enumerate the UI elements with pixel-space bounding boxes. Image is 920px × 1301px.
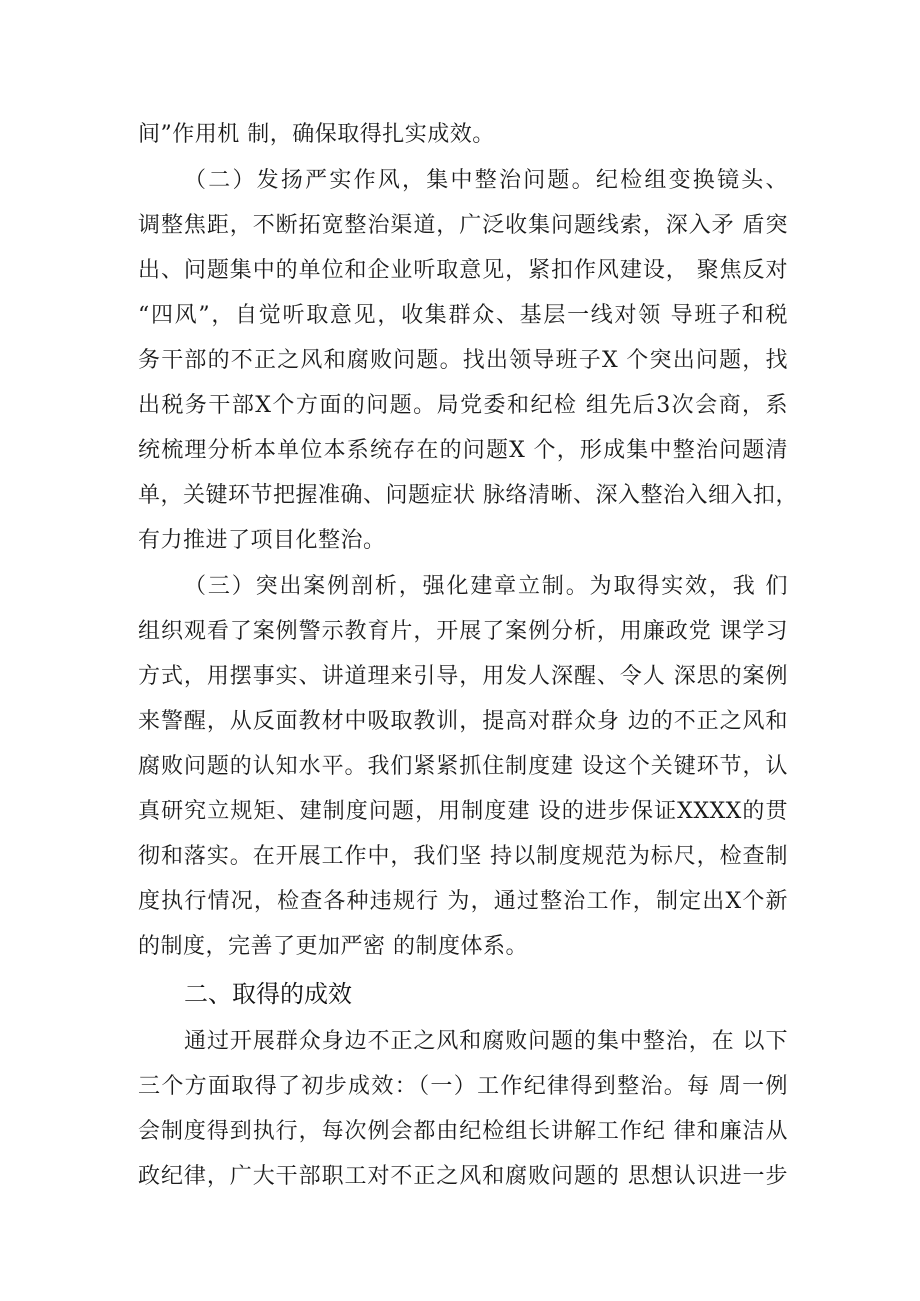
paragraph-line: 三个方面取得了初步成效：（一）工作纪律得到整治。每 周一例 xyxy=(138,1074,788,1099)
paragraph-line: 彻和落实。在开展工作中，我们坚 持以制度规范为标尺，检查制 xyxy=(138,844,788,869)
paragraph-line: 的制度，完善了更加严密 的制度体系。 xyxy=(138,934,528,959)
paragraph-line: 有力推进了项目化整治。 xyxy=(138,528,386,553)
paragraph-line: 会制度得到执行，每次例会都由纪检组长讲解工作纪 律和廉洁从 xyxy=(138,1119,788,1144)
paragraph-line: 政纪律，广大干部职工对不正之风和腐败问题的 思想认识进一步 xyxy=(138,1164,788,1189)
paragraph-line: 调整焦距，不断拓宽整治渠道，广泛收集问题线索，深入矛 盾突 xyxy=(138,213,788,238)
paragraph-line: 腐败问题的认知水平。我们紧紧抓住制度建 设这个关键环节，认 xyxy=(138,754,788,779)
paragraph-line: “四风”，自觉听取意见，收集群众、基层一线对领 导班子和税 xyxy=(138,303,788,328)
paragraph-line: 组织观看了案例警示教育片，开展了案例分析，用廉政党 课学习 xyxy=(138,619,788,644)
paragraph-line: 统梳理分析本单位本系统存在的问题X 个，形成集中整治问题清 xyxy=(138,438,788,463)
paragraph-line: 单，关键环节把握准确、问题症状 脉络清晰、深入整治入细入扣， xyxy=(138,483,798,508)
paragraph-line: 务干部的不正之风和腐败问题。找出领导班子X 个突出问题，找 xyxy=(138,348,788,373)
paragraph-line: 真研究立规矩、建制度问题，用制度建 设的进步保证XXXX的贯 xyxy=(138,799,788,824)
paragraph-line: 度执行情况，检查各种违规行 为，通过整治工作，制定出X个新 xyxy=(138,889,788,914)
paragraph-line: 来警醒，从反面教材中吸取教训，提高对群众身 边的不正之风和 xyxy=(138,709,788,734)
paragraph-line: 通过开展群众身边不正之风和腐败问题的集中整治，在 以下 xyxy=(184,1029,788,1054)
section-heading: 二、取得的成效 xyxy=(184,980,352,1008)
paragraph-line: （二）发扬严实作风，集中整治问题。纪检组变换镜头、 xyxy=(184,168,788,193)
paragraph-line: 方式，用摆事实、讲道理来引导，用发人深醒、令人 深思的案例 xyxy=(138,664,788,689)
paragraph-line: （三）突出案例剖析，强化建章立制。为取得实效，我 们 xyxy=(184,574,788,599)
paragraph-line: 间”作用机 制，确保取得扎实成效。 xyxy=(138,122,495,147)
paragraph-line: 出税务干部X个方面的问题。局党委和纪检 组先后3次会商，系 xyxy=(138,393,788,418)
paragraph-line: 出、问题集中的单位和企业听取意见，紧扣作风建设， 聚焦反对 xyxy=(138,258,788,283)
